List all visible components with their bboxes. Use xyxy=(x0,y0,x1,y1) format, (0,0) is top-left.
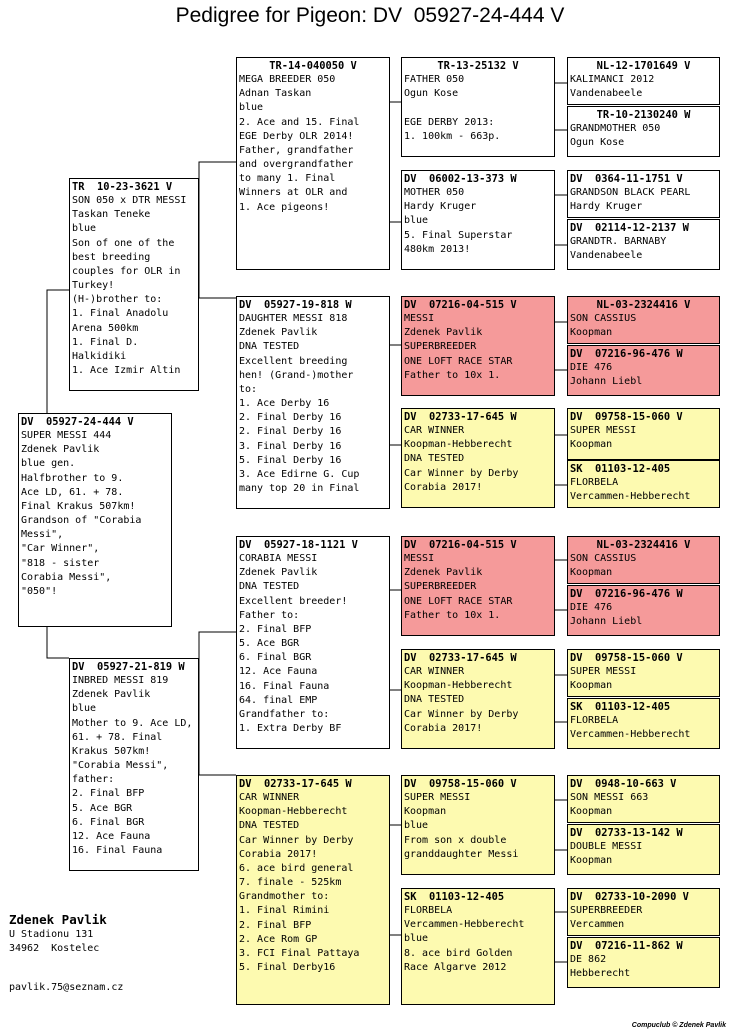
ring-number: DV 09758-15-060 V xyxy=(404,778,517,790)
ring-number: DV 02733-17-645 W xyxy=(404,652,517,664)
pigeon-card-g6 xyxy=(567,345,720,396)
pigeon-detail-line: Hebberecht xyxy=(570,968,631,980)
pigeon-detail-line: 2. Final BFP xyxy=(239,919,312,931)
pigeon-detail-line: Koopman xyxy=(570,680,613,692)
pigeon-detail-line: ONE LOFT RACE STAR xyxy=(404,355,513,367)
pigeon-detail-line: SON CASSIUS xyxy=(570,313,637,325)
pigeon-detail-line: couples for OLR in xyxy=(72,265,181,277)
breeder-address-line1: U Stadionu 131 xyxy=(9,929,94,940)
pigeon-detail-line: 64. final EMP xyxy=(239,694,318,706)
pigeon-detail-line: best breeding xyxy=(72,251,151,263)
pigeon-detail-line: 12. Ace Fauna xyxy=(72,830,151,842)
pigeon-detail-line: FLORBELA xyxy=(404,905,453,917)
pigeon-detail-line: Vercammen-Hebberecht xyxy=(570,729,691,741)
pigeon-detail-line: 1. Final D. xyxy=(72,336,139,348)
pigeon-detail-line: Father, grandfather xyxy=(239,144,354,156)
pigeon-detail-line: 2. Final BFP xyxy=(72,788,145,800)
pigeon-detail-line: DIE 476 xyxy=(570,602,613,614)
pigeon-detail-line: Ace LD, 61. + 78. xyxy=(21,486,124,498)
pigeon-detail-line: Excellent breeding xyxy=(239,355,348,367)
pigeon-detail-line: SON 050 x DTR MESSI xyxy=(72,195,187,207)
pigeon-detail-line: MOTHER 050 xyxy=(404,187,465,199)
pigeon-detail-line: DAUGHTER MESSI 818 xyxy=(239,313,348,325)
ring-number: SK 01103-12-405 xyxy=(570,463,671,475)
pigeon-detail-line: Vercammen xyxy=(570,919,625,931)
pigeon-detail-line: Zdenek Pavlik xyxy=(404,567,483,579)
pigeon-detail-line: 1. Ace Derby 16 xyxy=(239,398,330,410)
pigeon-detail-line: EGE Derby OLR 2014! xyxy=(239,130,354,142)
pigeon-detail-line: Grandfather to: xyxy=(239,708,330,720)
ring-number: DV 05927-24-444 V xyxy=(21,416,134,428)
pigeon-detail-line: 2. Final BFP xyxy=(239,623,312,635)
pigeon-card-g2 xyxy=(567,106,720,157)
pigeon-detail-line: SON MESSI 663 xyxy=(570,792,649,804)
pigeon-detail-line: Corabia Messi", xyxy=(21,571,112,583)
pigeon-detail-line: SUPER MESSI xyxy=(404,792,471,804)
ring-number: TR-14-040050 V xyxy=(269,60,357,72)
pigeon-detail-line: 3. Ace Edirne G. Cup xyxy=(239,468,360,480)
pigeon-detail-line: 2. Ace and 15. Final xyxy=(239,116,360,128)
ring-number: DV 02733-17-645 W xyxy=(404,411,517,423)
pigeon-card-dsd xyxy=(401,649,555,749)
pigeon-detail-line: Messi", xyxy=(21,529,64,541)
ring-number: NL-12-1701649 V xyxy=(596,60,691,72)
pigeon-detail-line: Father to 10x 1. xyxy=(404,369,501,381)
pigeon-detail-line: 2. Final Derby 16 xyxy=(239,412,342,424)
ring-number: DV 05927-21-819 W xyxy=(72,661,185,673)
pigeon-detail-line: EGE DERBY 2013: xyxy=(404,116,495,128)
pigeon-detail-line: FLORBELA xyxy=(570,715,619,727)
pigeon-card-dss xyxy=(401,536,555,636)
pigeon-detail-line: Koopman xyxy=(570,567,613,579)
ring-number: DV 0948-10-663 V xyxy=(570,778,677,790)
pigeon-detail-line: Winners at OLR and xyxy=(239,187,348,199)
pigeon-detail-line: SUPERBREEDER xyxy=(404,581,477,593)
pigeon-detail-line: 1. 100km - 663p. xyxy=(404,130,501,142)
pigeon-detail-line: Zdenek Pavlik xyxy=(404,327,483,339)
pigeon-detail-line: to many 1. Final xyxy=(239,173,336,185)
pigeon-card-g12 xyxy=(567,698,720,749)
ring-number: NL-03-2324416 V xyxy=(596,539,691,551)
pigeon-card-g15 xyxy=(567,888,720,936)
pigeon-detail-line: Car Winner by Derby xyxy=(404,467,519,479)
pigeon-detail-line: ONE LOFT RACE STAR xyxy=(404,595,513,607)
pigeon-card-sds xyxy=(401,296,555,396)
pigeon-detail-line: blue xyxy=(404,820,429,832)
pigeon-detail-line: 3. FCI Final Pattaya xyxy=(239,947,360,959)
pigeon-detail-line: CAR WINNER xyxy=(404,425,465,437)
pigeon-detail-line: Johann Liebl xyxy=(570,376,643,388)
pigeon-detail-line: Race Algarve 2012 xyxy=(404,961,507,973)
pigeon-detail-line: 1. Ace pigeons! xyxy=(239,201,330,213)
pigeon-card-g3 xyxy=(567,170,720,218)
pigeon-detail-line: Hardy Kruger xyxy=(404,201,477,213)
pigeon-detail-line: 5. Final Derby16 xyxy=(239,962,336,974)
pigeon-detail-line: CAR WINNER xyxy=(404,666,465,678)
pigeon-detail-line: Grandmother to: xyxy=(239,891,330,903)
pigeon-card-g10 xyxy=(567,585,720,636)
ring-number: DV 09758-15-060 V xyxy=(570,411,683,423)
pigeon-detail-line: Grandson of "Corabia xyxy=(21,515,142,527)
pigeon-card-g5 xyxy=(567,296,720,344)
pigeon-detail-line: 5. Final Superstar xyxy=(404,229,513,241)
pigeon-detail-line: Krakus 507km! xyxy=(72,745,151,757)
pigeon-detail-line: DOUBLE MESSI xyxy=(570,841,643,853)
pigeon-detail-line: Koopman xyxy=(570,855,613,867)
pigeon-detail-line: Car Winner by Derby xyxy=(404,708,519,720)
pigeon-detail-line: Koopman-Hebberecht xyxy=(404,680,513,692)
pigeon-detail-line: DIE 476 xyxy=(570,362,613,374)
pigeon-detail-line: Halfbrother to 9. xyxy=(21,472,124,484)
pigeon-detail-line: SUPER MESSI xyxy=(570,666,637,678)
pigeon-card-g7 xyxy=(567,408,720,460)
ring-number: TR-13-25132 V xyxy=(437,60,519,72)
pigeon-detail-line: and overgrandfather xyxy=(239,159,354,171)
pigeon-detail-line xyxy=(404,101,552,115)
pigeon-detail-line: Koopman-Hebberecht xyxy=(239,806,348,818)
pigeon-detail-line: 5. Ace BGR xyxy=(239,638,300,650)
breeder-email[interactable]: pavlik.75@seznam.cz xyxy=(9,982,124,993)
ring-number: DV 07216-96-476 W xyxy=(570,588,683,600)
pigeon-detail-line: Ogun Kose xyxy=(404,88,459,100)
pigeon-detail-line: SUPERBREEDER xyxy=(404,341,477,353)
breeder-name: Zdenek Pavlik xyxy=(9,912,107,927)
pigeon-detail-line: Halkidiki xyxy=(72,350,127,362)
ring-number: DV 06002-13-373 W xyxy=(404,173,517,185)
pigeon-detail-line: FLORBELA xyxy=(570,477,619,489)
pigeon-detail-line: blue xyxy=(404,933,429,945)
pigeon-detail-line: DNA TESTED xyxy=(239,581,300,593)
ring-number: SK 01103-12-405 xyxy=(404,891,505,903)
pigeon-detail-line: DNA TESTED xyxy=(404,453,465,465)
pigeon-detail-line: SUPER MESSI 444 xyxy=(21,430,112,442)
pigeon-detail-line: Adnan Taskan xyxy=(239,88,312,100)
pigeon-card-g14 xyxy=(567,824,720,875)
ring-number: DV 02733-10-2090 V xyxy=(570,891,689,903)
pigeon-detail-line: Koopman xyxy=(570,327,613,339)
pigeon-detail-line: 6. ace bird general xyxy=(239,862,354,874)
pigeon-detail-line: GRANDTR. BARNABY xyxy=(570,236,667,248)
pigeon-detail-line: Koopman xyxy=(404,806,447,818)
pigeon-card-dam xyxy=(69,658,199,871)
pigeon-card-g13 xyxy=(567,775,720,823)
pigeon-detail-line: Vandenabeele xyxy=(570,88,643,100)
pigeon-card-ds xyxy=(236,536,390,749)
pigeon-detail-line: GRANDMOTHER 050 xyxy=(570,123,661,135)
pigeon-detail-line: Vandenabeele xyxy=(570,250,643,262)
pigeon-detail-line: GRANDSON BLACK PEARL xyxy=(570,187,691,199)
ring-number: DV 05927-19-818 W xyxy=(239,299,352,311)
pigeon-detail-line: 480km 2013! xyxy=(404,243,471,255)
pigeon-detail-line: 5. Ace BGR xyxy=(72,802,133,814)
ring-number: DV 02733-17-645 W xyxy=(239,778,352,790)
ring-number: NL-03-2324416 V xyxy=(596,299,691,311)
pigeon-card-dds xyxy=(401,775,555,875)
pigeon-detail-line: MESSI xyxy=(404,313,435,325)
page-title: Pedigree for Pigeon: DV 05927-24-444 V xyxy=(175,4,565,27)
ring-number: SK 01103-12-405 xyxy=(570,701,671,713)
ring-number: DV 02733-13-142 W xyxy=(570,827,683,839)
pigeon-detail-line: 2. Final Derby 16 xyxy=(239,426,342,438)
ring-number: DV 02114-12-2137 W xyxy=(570,222,689,234)
pigeon-detail-line: blue gen. xyxy=(21,458,76,470)
pigeon-detail-line: Koopman-Hebberecht xyxy=(404,439,513,451)
pigeon-detail-line: (H-)brother to: xyxy=(72,294,163,306)
pigeon-detail-line: "050"! xyxy=(21,585,58,597)
pigeon-detail-line: hen! (Grand-)mother xyxy=(239,369,354,381)
pigeon-detail-line: Zdenek Pavlik xyxy=(239,327,318,339)
pigeon-detail-line: Turkey! xyxy=(72,280,115,292)
pigeon-detail-line: DNA TESTED xyxy=(404,694,465,706)
ring-number: DV 05927-18-1121 V xyxy=(239,539,358,551)
pigeon-detail-line: Son of one of the xyxy=(72,237,175,249)
pigeon-detail-line: From son x double xyxy=(404,834,507,846)
pigeon-detail-line: blue xyxy=(72,223,97,235)
pigeon-detail-line: 16. Final Fauna xyxy=(72,845,163,857)
pigeon-detail-line: MESSI xyxy=(404,553,435,565)
pigeon-card-ddd xyxy=(401,888,555,1005)
pigeon-card-g1 xyxy=(567,57,720,105)
pigeon-detail-line: 1. Ace Izmir Altin xyxy=(72,365,181,377)
pigeon-detail-line: Ogun Kose xyxy=(570,137,625,149)
pigeon-detail-line: many top 20 in Final xyxy=(239,483,360,495)
pigeon-card-subject xyxy=(18,413,172,627)
pigeon-card-g16 xyxy=(567,937,720,988)
pigeon-detail-line: "Corabia Messi", xyxy=(72,760,169,772)
pigeon-detail-line: Arena 500km xyxy=(72,322,139,334)
pigeon-detail-line: MEGA BREEDER 050 xyxy=(239,74,336,86)
pigeon-card-dd xyxy=(236,775,390,1005)
pigeon-detail-line: Koopman xyxy=(570,439,613,451)
pigeon-detail-line: Zdenek Pavlik xyxy=(72,689,151,701)
pigeon-detail-line: Koopman xyxy=(570,806,613,818)
pigeon-detail-line: blue xyxy=(72,703,97,715)
pigeon-detail-line: 16. Final Fauna xyxy=(239,680,330,692)
ring-number: TR-10-2130240 W xyxy=(596,109,691,121)
pigeon-card-sss xyxy=(401,57,555,157)
ring-number: DV 07216-04-515 V xyxy=(404,539,517,551)
pigeon-detail-line: 6. Final BGR xyxy=(239,652,312,664)
pigeon-detail-line: Final Krakus 507km! xyxy=(21,500,136,512)
ring-number: DV 09758-15-060 V xyxy=(570,652,683,664)
pigeon-detail-line: Corabia 2017! xyxy=(404,481,483,493)
pigeon-card-sdd xyxy=(401,408,555,508)
pigeon-detail-line: Hardy Kruger xyxy=(570,201,643,213)
pigeon-detail-line: 8. ace bird Golden xyxy=(404,947,513,959)
pigeon-detail-line: father: xyxy=(72,774,115,786)
pigeon-detail-line: SON CASSIUS xyxy=(570,553,637,565)
pigeon-card-g9 xyxy=(567,536,720,584)
ring-number: DV 07216-04-515 V xyxy=(404,299,517,311)
pigeon-detail-line: FATHER 050 xyxy=(404,74,465,86)
pigeon-detail-line: 61. + 78. Final xyxy=(72,731,163,743)
pigeon-detail-line: Zdenek Pavlik xyxy=(21,444,100,456)
pigeon-detail-line: to: xyxy=(239,383,258,395)
pigeon-detail-line: KALIMANCI 2012 xyxy=(570,74,655,86)
pigeon-detail-line: Taskan Teneke xyxy=(72,209,151,221)
pigeon-detail-line: CAR WINNER xyxy=(239,792,300,804)
ring-number: DV 07216-11-862 W xyxy=(570,940,683,952)
pigeon-detail-line: blue xyxy=(404,215,429,227)
pigeon-detail-line: 6. Final BGR xyxy=(72,816,145,828)
pigeon-detail-line: Vercammen-Hebberecht xyxy=(404,919,525,931)
pigeon-detail-line: "818 - sister xyxy=(21,557,100,569)
pigeon-card-sd xyxy=(236,296,390,509)
pigeon-detail-line: Corabia 2017! xyxy=(239,848,318,860)
pigeon-detail-line: 7. finale - 525km xyxy=(239,877,342,889)
breeder-info xyxy=(9,912,107,956)
pigeon-detail-line: 1. Extra Derby BF xyxy=(239,723,342,735)
ring-number: DV 07216-96-476 W xyxy=(570,348,683,360)
pigeon-detail-line: CORABIA MESSI xyxy=(239,553,318,565)
pigeon-detail-line: blue xyxy=(239,102,264,114)
pigeon-detail-line: Father to 10x 1. xyxy=(404,609,501,621)
pigeon-detail-line: 3. Final Derby 16 xyxy=(239,440,342,452)
pigeon-card-g4 xyxy=(567,219,720,270)
pigeon-detail-line: Vercammen-Hebberecht xyxy=(570,491,691,503)
software-credit: Compuclub © Zdenek Pavlik xyxy=(631,1022,726,1029)
pigeon-detail-line: 2. Ace Rom GP xyxy=(239,933,318,945)
pigeon-detail-line: 12. Ace Fauna xyxy=(239,666,318,678)
pigeon-detail-line: Johann Liebl xyxy=(570,616,643,628)
pigeon-detail-line: 1. Final Anadolu xyxy=(72,308,169,320)
pigeon-detail-line: SUPER MESSI xyxy=(570,425,637,437)
breeder-address-line2: 34962 Kostelec xyxy=(9,943,100,954)
pigeon-card-g8 xyxy=(567,460,720,508)
pigeon-detail-line: Father to: xyxy=(239,609,300,621)
pigeon-card-sire xyxy=(69,178,199,391)
pigeon-detail-line: DNA TESTED xyxy=(239,341,300,353)
pigeon-detail-line: 1. Final Rimini xyxy=(239,905,330,917)
pigeon-detail-line: granddaughter Messi xyxy=(404,848,519,860)
pigeon-card-ss xyxy=(236,57,390,270)
pigeon-card-g11 xyxy=(567,649,720,697)
pigeon-detail-line: 5. Final Derby 16 xyxy=(239,454,342,466)
ring-number: DV 0364-11-1751 V xyxy=(570,173,683,185)
pigeon-detail-line: INBRED MESSI 819 xyxy=(72,675,169,687)
pigeon-detail-line: "Car Winner", xyxy=(21,543,100,555)
pigeon-detail-line: DE 862 xyxy=(570,954,607,966)
pigeon-detail-line: Zdenek Pavlik xyxy=(239,567,318,579)
pigeon-detail-line: Mother to 9. Ace LD, xyxy=(72,717,193,729)
pigeon-card-ssd xyxy=(401,170,555,270)
pigeon-detail-line: DNA TESTED xyxy=(239,820,300,832)
pigeon-detail-line: Excellent breeder! xyxy=(239,595,348,607)
pigeon-detail-line: Car Winner by Derby xyxy=(239,834,354,846)
pigeon-detail-line: SUPERBREEDER xyxy=(570,905,643,917)
ring-number: TR 10-23-3621 V xyxy=(72,181,173,193)
pigeon-detail-line: Corabia 2017! xyxy=(404,722,483,734)
